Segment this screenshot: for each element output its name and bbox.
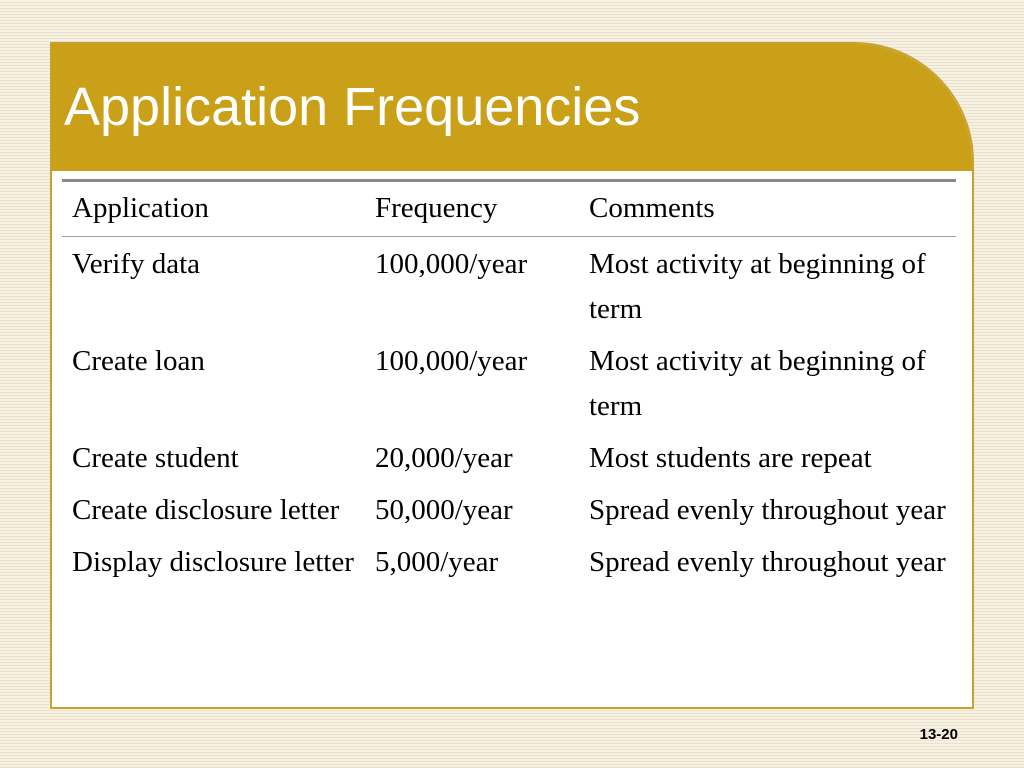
page-number: 13-20 bbox=[919, 726, 958, 743]
cell-frequency: 50,000/year bbox=[375, 494, 513, 526]
cell-frequency: 100,000/year bbox=[375, 248, 528, 280]
table-header-row bbox=[62, 182, 956, 237]
cell-comments: Most activity at beginning of term bbox=[589, 345, 926, 422]
header-frequency: Frequency bbox=[372, 182, 589, 237]
cell-application: Create student bbox=[72, 442, 239, 474]
cell-frequency: 20,000/year bbox=[375, 442, 513, 474]
slide-title: Application Frequencies bbox=[64, 77, 641, 137]
cell-application: Create disclosure letter bbox=[72, 494, 340, 526]
cell-frequency: 100,000/year bbox=[375, 345, 528, 377]
cell-comments: Most students are repeat bbox=[589, 442, 872, 474]
frequency-table-wrapper bbox=[62, 179, 956, 592]
cell-comments: Spread evenly throughout year bbox=[589, 494, 946, 526]
cell-frequency: 5,000/year bbox=[375, 546, 499, 578]
cell-application: Verify data bbox=[72, 248, 201, 280]
cell-comments: Spread evenly throughout year bbox=[589, 546, 946, 578]
cell-application: Display disclosure letter bbox=[72, 546, 354, 578]
table-row bbox=[62, 436, 956, 488]
table-row bbox=[62, 237, 956, 340]
cell-comments: Most activity at beginning of term bbox=[589, 248, 926, 325]
header-comments: Comments bbox=[589, 182, 956, 237]
title-band bbox=[52, 44, 972, 171]
table-row bbox=[62, 540, 956, 592]
frequency-table bbox=[62, 182, 956, 592]
slide-frame bbox=[50, 42, 974, 709]
table-row bbox=[62, 339, 956, 436]
table-row bbox=[62, 488, 956, 540]
header-application: Application bbox=[62, 182, 372, 237]
cell-application: Create loan bbox=[72, 345, 205, 377]
